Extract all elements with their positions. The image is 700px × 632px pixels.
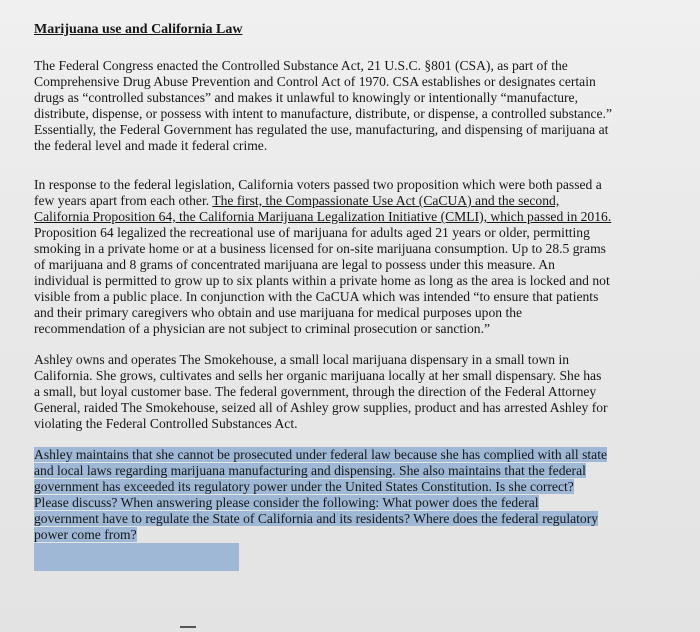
selection-highlight: Please discuss? When answering please consider the following: What power does the federal — [34, 495, 539, 510]
text-line: Ashley owns and operates The Smokehouse, a small local marijuana dispensary in a small town in — [34, 352, 570, 367]
selected-text-line — [34, 447, 674, 463]
text-fragment: few years apart from each other. — [34, 193, 213, 208]
text-line: individual is permitted to grow up to six plants within a private home as long as the area is locked and not — [34, 273, 610, 288]
text-line: smoking in a private home or at a business licensed for on-site marijuana consumption. Up to 28.5 grams — [34, 241, 606, 256]
text-line: a small, but loyal customer base. The federal government, through the direction of the Federal Attorney — [34, 384, 597, 399]
text-line: and their primary caregivers who obtain and use marijuana for medical purposes upon the — [34, 305, 523, 320]
text-line: Proposition 64 legalized the recreational use of marijuana for adults aged 21 years or older, permitting — [34, 225, 590, 240]
selected-text-line — [34, 495, 674, 511]
selection-highlight: Ashley maintains that she cannot be prosecuted under federal law because she has complied with all state — [34, 447, 608, 462]
selection-highlight: and local laws regarding marijuana manufacturing and dispensing. She also maintains that the federal — [34, 463, 586, 478]
text-line: the federal level and made it federal crime. — [34, 138, 268, 153]
text-cursor-mark — [180, 626, 196, 628]
selection-highlight: government has exceeded its regulatory power under the United States Constitution. Is she correct? — [34, 479, 574, 494]
text-line: drugs as “controlled substances” and makes it unlawful to knowingly or intentionally “manufacture, — [34, 90, 578, 105]
text-line: General, raided The Smokehouse, seized all of Ashley grow supplies, product and has arrested Ashley for — [34, 400, 608, 415]
paragraph-california-propositions[interactable] — [34, 177, 674, 337]
text-line: distribute, dispense, or possess with intent to manufacture, distribute, or dispense, a controlled substance.” — [34, 106, 612, 121]
text-line: violating the Federal Controlled Substances Act. — [34, 416, 298, 431]
text-line-mixed — [34, 193, 674, 209]
selected-text-line — [34, 479, 674, 495]
selection-highlight: power come from? — [34, 527, 137, 542]
text-line: In response to the federal legislation, California voters passed two proposition which were both passed a — [34, 177, 602, 192]
selected-text-line — [34, 463, 674, 479]
underlined-text-line: California Proposition 64, the California Marijuana Legalization Initiative (CMLI), which passed in 2016. — [34, 209, 612, 224]
selection-highlight: government have to regulate the State of California and its residents? Where does the federal regulatory — [34, 511, 599, 526]
text-line: California. She grows, cultivates and sells her organic marijuana locally at her small dispensary. She has — [34, 368, 602, 383]
document-title: Marijuana use and California Law — [34, 22, 243, 37]
text-line: Comprehensive Drug Abuse Prevention and Control Act of 1970. CSA establishes or designates certain — [34, 74, 596, 89]
text-line: of marijuana and 8 grams of concentrated marijuana are legal to possess under this measure. An — [34, 257, 555, 272]
text-line: visible from a public place. In conjunction with the CaCUA which was intended “to ensure that patients — [34, 289, 599, 304]
selected-text-line — [34, 527, 674, 543]
text-line: recommendation of a physician are not subject to criminal prosecution or sanction.” — [34, 321, 491, 336]
underlined-fragment: The first, the Compassionate Use Act (CaCUA) and the second, — [212, 193, 560, 208]
document-body — [34, 22, 674, 571]
paragraph-question-selected[interactable] — [34, 447, 674, 571]
selected-text-line — [34, 511, 674, 527]
text-line: Essentially, the Federal Government has regulated the use, manufacturing, and dispensing of marijuana at — [34, 122, 609, 137]
paragraph-ashley-facts[interactable] — [34, 352, 674, 432]
text-line: The Federal Congress enacted the Controlled Substance Act, 21 U.S.C. §801 (CSA), as part of the — [34, 58, 568, 73]
selection-empty-tail — [34, 543, 239, 571]
paragraph-csa[interactable] — [34, 58, 674, 154]
